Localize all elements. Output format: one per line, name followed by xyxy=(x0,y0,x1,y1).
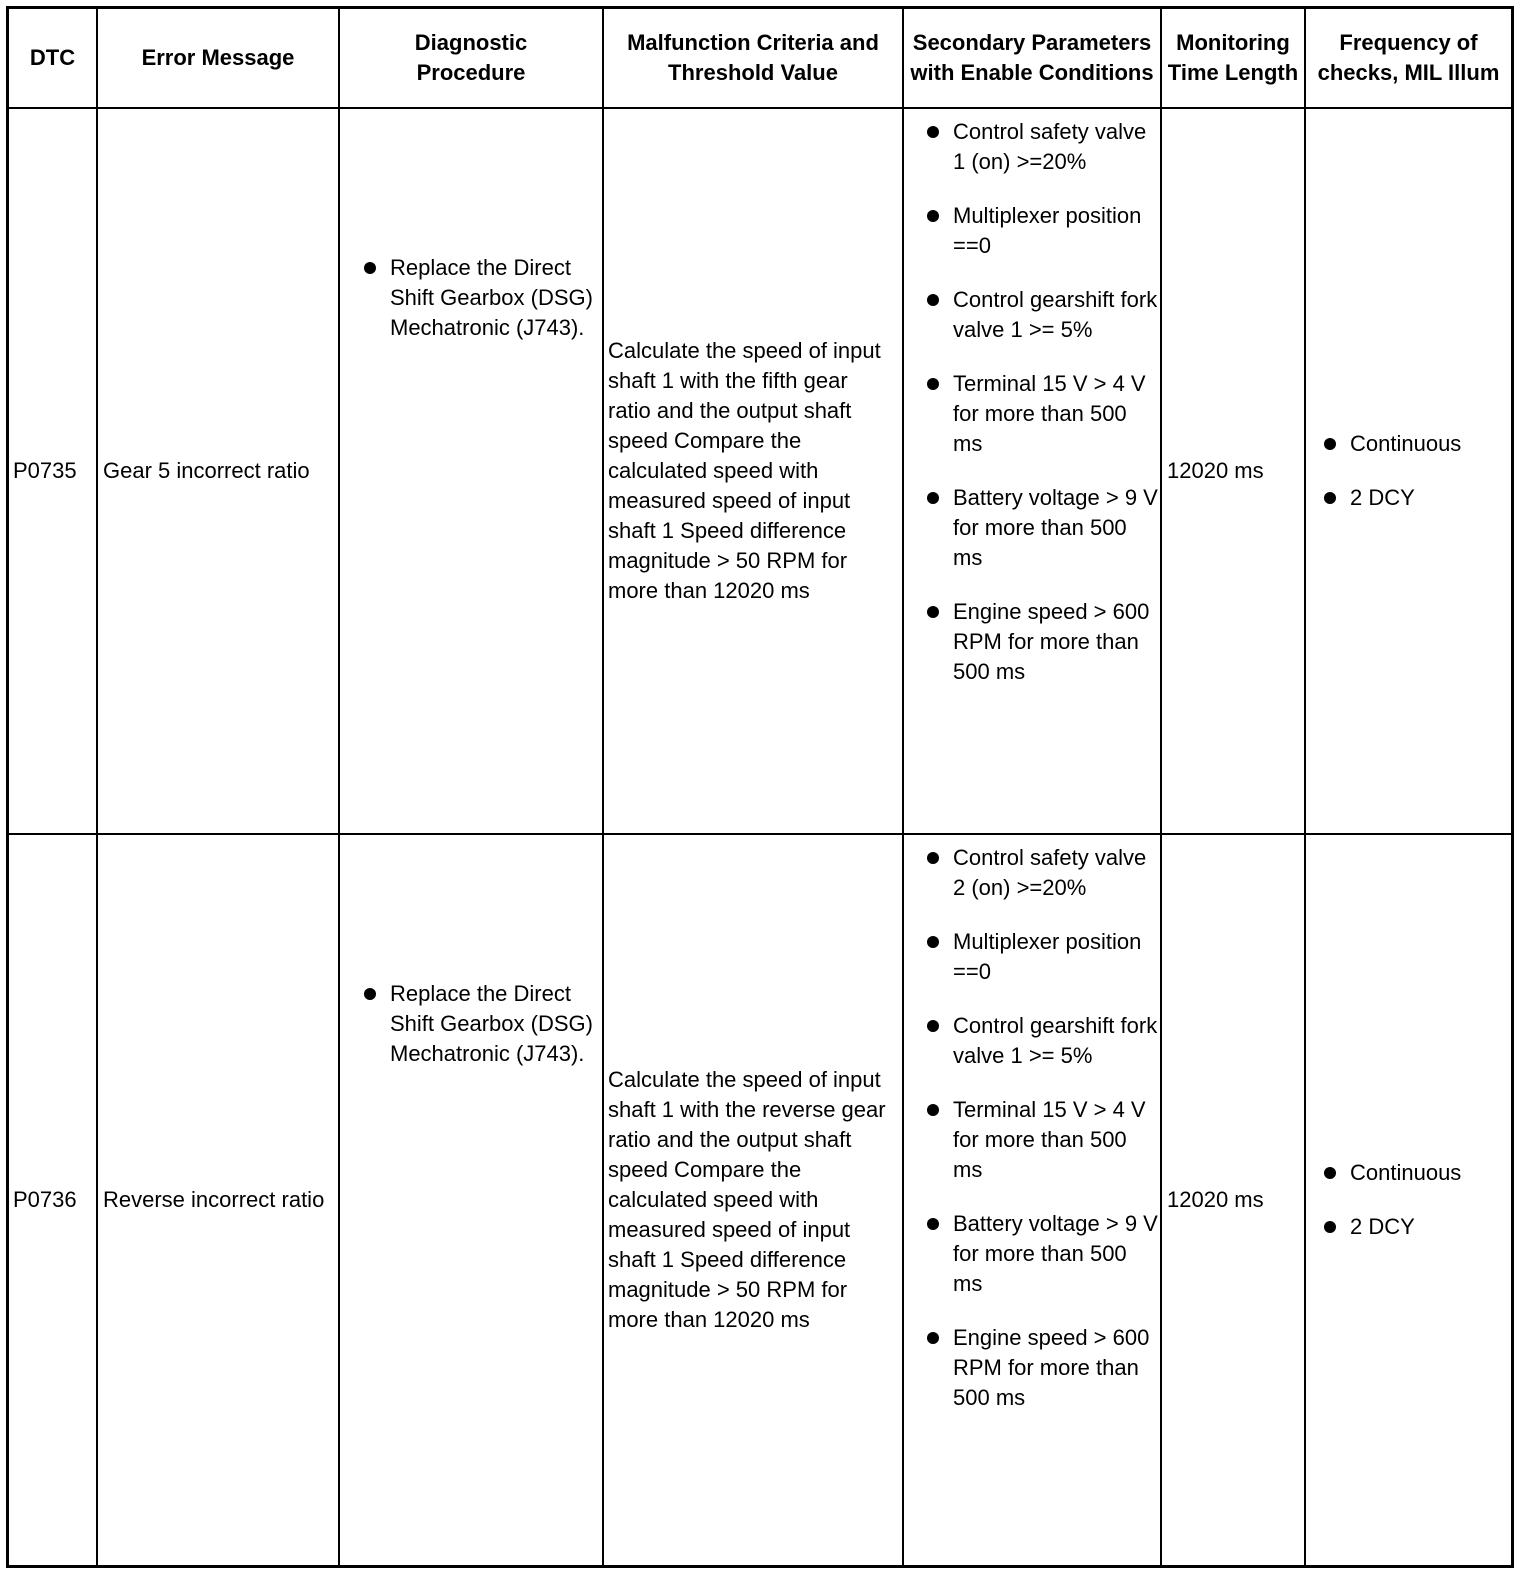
column-divider xyxy=(902,9,904,1565)
header-malfunction-criteria: Malfunction Criteria and Threshold Value xyxy=(627,30,879,85)
monitoring-time: 12020 ms xyxy=(1167,1187,1264,1212)
malfunction-criteria: Calculate the speed of input shaft 1 with the fifth gear ratio and the output shaft speed Compare the calculated speed with measured speed of input shaft 1 Speed difference magnitude > 50 RPM for more than 12020 ms xyxy=(608,338,881,603)
frequency xyxy=(1312,109,1511,833)
frequency-list xyxy=(1312,429,1461,513)
frequency-item: 2 DCY xyxy=(1312,1212,1461,1242)
header-error-message: Error Message xyxy=(141,45,295,70)
procedure-list xyxy=(352,253,600,343)
column-divider xyxy=(338,9,340,1565)
secondary-parameter: Engine speed > 600 RPM for more than 500 ms xyxy=(915,1323,1159,1413)
secondary-parameter: Control safety valve 2 (on) >=20% xyxy=(915,843,1159,903)
secondary-parameter: Battery voltage > 9 V for more than 500 ms xyxy=(915,1209,1159,1299)
frequency-item: Continuous xyxy=(1312,429,1461,459)
secondary-parameter: Multiplexer position ==0 xyxy=(915,927,1159,987)
procedure-step: Replace the Direct Shift Gearbox (DSG) Mechatronic (J743). xyxy=(352,979,600,1069)
secondary-parameter: Multiplexer position ==0 xyxy=(915,201,1159,261)
dtc-code: P0735 xyxy=(13,458,77,483)
frequency-list xyxy=(1312,1158,1461,1242)
secondary-parameters-list xyxy=(915,117,1159,687)
secondary-parameters xyxy=(915,843,1159,1413)
secondary-parameter: Terminal 15 V > 4 V for more than 500 ms xyxy=(915,369,1159,459)
column-divider xyxy=(96,9,98,1565)
header-monitoring-time: Monitoring Time Length xyxy=(1167,30,1299,85)
secondary-parameter: Control gearshift fork valve 1 >= 5% xyxy=(915,285,1159,345)
frequency xyxy=(1312,835,1511,1565)
secondary-parameter: Control safety valve 1 (on) >=20% xyxy=(915,117,1159,177)
dtc-table xyxy=(6,6,1514,1568)
diagnostic-procedure xyxy=(352,979,600,1069)
header-diagnostic-procedure: Diagnostic Procedure xyxy=(414,30,528,85)
malfunction-criteria: Calculate the speed of input shaft 1 with the reverse gear ratio and the output shaft speed Compare the calculated speed with measured speed of input shaft 1 Speed difference magnitude > 50 RPM for more than 12020 ms xyxy=(608,1067,886,1332)
header-frequency: Frequency of checks, MIL Illum xyxy=(1317,30,1500,85)
error-message: Gear 5 incorrect ratio xyxy=(103,458,310,483)
procedure-list xyxy=(352,979,600,1069)
column-divider xyxy=(602,9,604,1565)
column-divider xyxy=(1304,9,1306,1565)
diagnostic-procedure xyxy=(352,253,600,343)
secondary-parameters-list xyxy=(915,843,1159,1413)
frequency-item: 2 DCY xyxy=(1312,483,1461,513)
monitoring-time: 12020 ms xyxy=(1167,458,1264,483)
secondary-parameters xyxy=(915,117,1159,687)
error-message: Reverse incorrect ratio xyxy=(103,1187,325,1212)
frequency-item: Continuous xyxy=(1312,1158,1461,1188)
secondary-parameter: Terminal 15 V > 4 V for more than 500 ms xyxy=(915,1095,1159,1185)
header-dtc: DTC xyxy=(29,45,76,70)
secondary-parameter: Battery voltage > 9 V for more than 500 ms xyxy=(915,483,1159,573)
dtc-code: P0736 xyxy=(13,1187,77,1212)
procedure-step: Replace the Direct Shift Gearbox (DSG) Mechatronic (J743). xyxy=(352,253,600,343)
column-divider xyxy=(1160,9,1162,1565)
secondary-parameter: Control gearshift fork valve 1 >= 5% xyxy=(915,1011,1159,1071)
header-secondary-parameters: Secondary Parameters with Enable Conditions xyxy=(910,30,1154,85)
secondary-parameter: Engine speed > 600 RPM for more than 500 ms xyxy=(915,597,1159,687)
